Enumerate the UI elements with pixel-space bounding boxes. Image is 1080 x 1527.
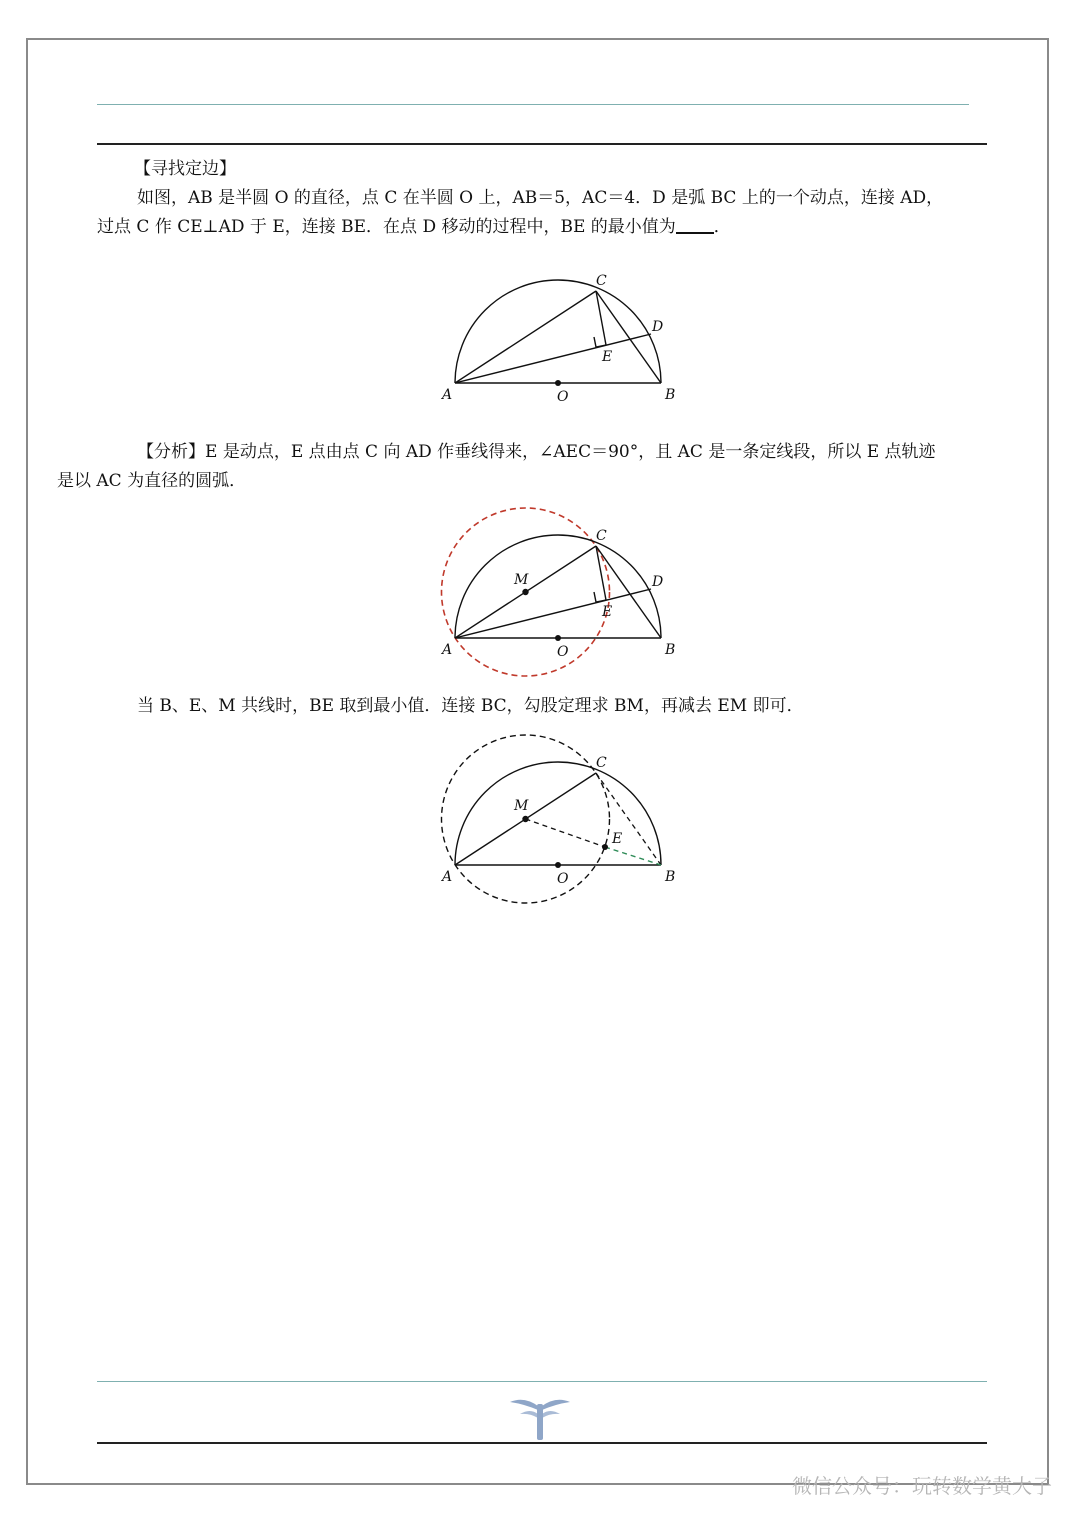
label-D: D (652, 319, 664, 335)
footer-logo-icon (508, 1396, 572, 1442)
watermark: 微信公众号：玩转数学黄大子 (792, 1474, 1052, 1498)
label-M: M (514, 798, 529, 814)
footer-rule-black (97, 1442, 987, 1444)
figure-1 (430, 265, 690, 410)
label-A: A (442, 642, 453, 658)
header-rule-black (97, 143, 987, 145)
label-O: O (557, 871, 569, 887)
label-B: B (665, 869, 676, 885)
label-A: A (442, 869, 453, 885)
conclusion-text (97, 692, 987, 721)
analysis-line-1: E 是动点，E 点由点 C 向 AD 作垂线得来，∠AEC＝90°，且 AC 是一条定线段，所以 E 点轨迹 (205, 442, 936, 462)
label-A: A (442, 387, 453, 403)
header-rule-teal (97, 104, 969, 105)
label-D: D (652, 574, 664, 590)
analysis-text (57, 438, 987, 496)
problem-line-1: 如图，AB 是半圆 O 的直径，点 C 在半圆 O 上，AB＝5，AC＝4．D 是弧 BC 上的一个动点，连接 AD， (137, 188, 944, 208)
problem-text (97, 184, 987, 242)
label-M: M (514, 572, 529, 588)
conclusion-line: 当 B、E、M 共线时，BE 取到最小值．连接 BC，勾股定理求 BM，再减去 EM 即可． (137, 696, 804, 716)
label-B: B (665, 387, 676, 403)
label-O: O (557, 389, 569, 405)
label-C: C (596, 273, 607, 289)
section-heading: 【寻找定边】 (134, 159, 236, 179)
label-C: C (596, 528, 607, 544)
answer-blank (676, 214, 714, 234)
figure-2 (430, 505, 690, 680)
analysis-line-2: 是以 AC 为直径的圆弧． (57, 471, 247, 491)
problem-line-2-end: ． (713, 217, 731, 237)
label-O: O (557, 644, 569, 660)
analysis-label: 【分析】 (137, 442, 205, 462)
label-E: E (612, 831, 623, 847)
label-B: B (665, 642, 676, 658)
label-C: C (596, 755, 607, 771)
label-E: E (602, 349, 613, 365)
figure-3 (430, 730, 690, 910)
footer-rule-teal (97, 1381, 987, 1382)
problem-line-2: 过点 C 作 CE⊥AD 于 E，连接 BE．在点 D 移动的过程中，BE 的最小值为 (97, 217, 676, 237)
label-E: E (602, 604, 613, 620)
